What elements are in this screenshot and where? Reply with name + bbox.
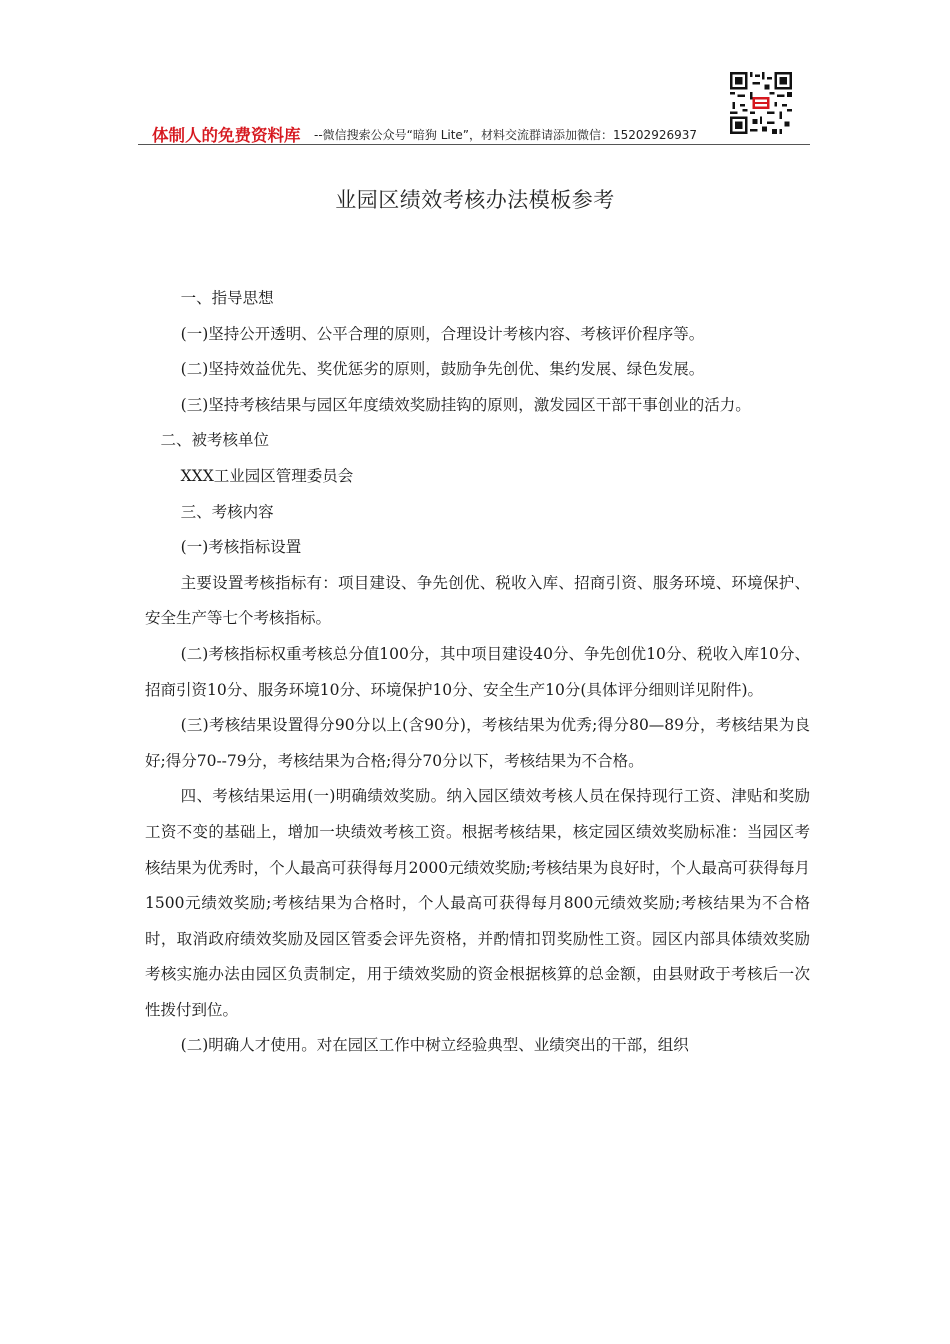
paragraph: (二)考核指标权重考核总分值100分，其中项目建设40分、争先创优10分、税收入库10分、招商引资10分、服务环境10分、环境保护10分、安全生产10分(具体评分细则详见附件)。 — [145, 644, 810, 699]
qr-code-icon — [730, 72, 792, 134]
paragraph: (三)坚持考核结果与园区年度绩效奖励挂钩的原则，激发园区干部干事创业的活力。 — [180, 395, 751, 414]
paragraph: (三)考核结果设置得分90分以上(含90分)，考核结果为优秀;得分80—89分，考核结果为良好;得分70--79分，考核结果为合格;得分70分以下，考核结果为不合格。 — [145, 716, 810, 770]
paragraph: (二)坚持效益优先、奖优惩劣的原则，鼓励争先创优、集约发展、绿色发展。 — [180, 360, 705, 379]
section-heading: 一、指导思想 — [180, 289, 274, 307]
section-heading: 二、被考核单位 — [160, 431, 270, 450]
paragraph: 主要设置考核指标有：项目建设、争先创优、税收入库、招商引资、服务环境、环境保护、安全生产等七个考核指标。 — [145, 573, 810, 628]
page-header — [138, 118, 810, 145]
paragraph: (一)坚持公开透明、公平合理的原则，合理设计考核内容、考核评价程序等。 — [180, 324, 705, 343]
paragraph: (二)明确人才使用。对在园区工作中树立经验典型、业绩突出的干部，组织 — [180, 1036, 689, 1055]
paragraph: XXX工业园区管理委员会 — [180, 466, 354, 485]
paragraph: 四、考核结果运用(一)明确绩效奖励。纳入园区绩效考核人员在保持现行工资、津贴和奖励工资不变的基础上，增加一块绩效考核工资。根据考核结果，核定园区绩效奖励标准：当园区考核结果为优秀时，个人最高可获得每月2000元绩效奖励;考核结果为良好时，个人最高可获得每月1500元绩效奖励;考核结果为合格时，个人最高可获得每月800元绩效奖励;考核结果为不合格时，取消政府绩效奖励及园区管委会评先资格，并酌情扣罚奖励性工资。园区内部具体绩效奖励考核实施办法由园区负责制定，用于绩效奖励的资金根据核算的总金额，由县财政于考核后一次性拨付到位。 — [145, 787, 810, 1019]
paragraph: (一)考核指标设置 — [180, 538, 302, 557]
document-title: 业园区绩效考核办法模板参考 — [335, 188, 615, 212]
brand-text: 体制人的免费资料库 — [152, 126, 301, 145]
document-body — [145, 281, 810, 1064]
section-heading: 三、考核内容 — [180, 502, 274, 521]
header-tagline: --微信搜索公众号“暗狗 Lite”，材料交流群请添加微信：15202926937 — [314, 128, 697, 142]
